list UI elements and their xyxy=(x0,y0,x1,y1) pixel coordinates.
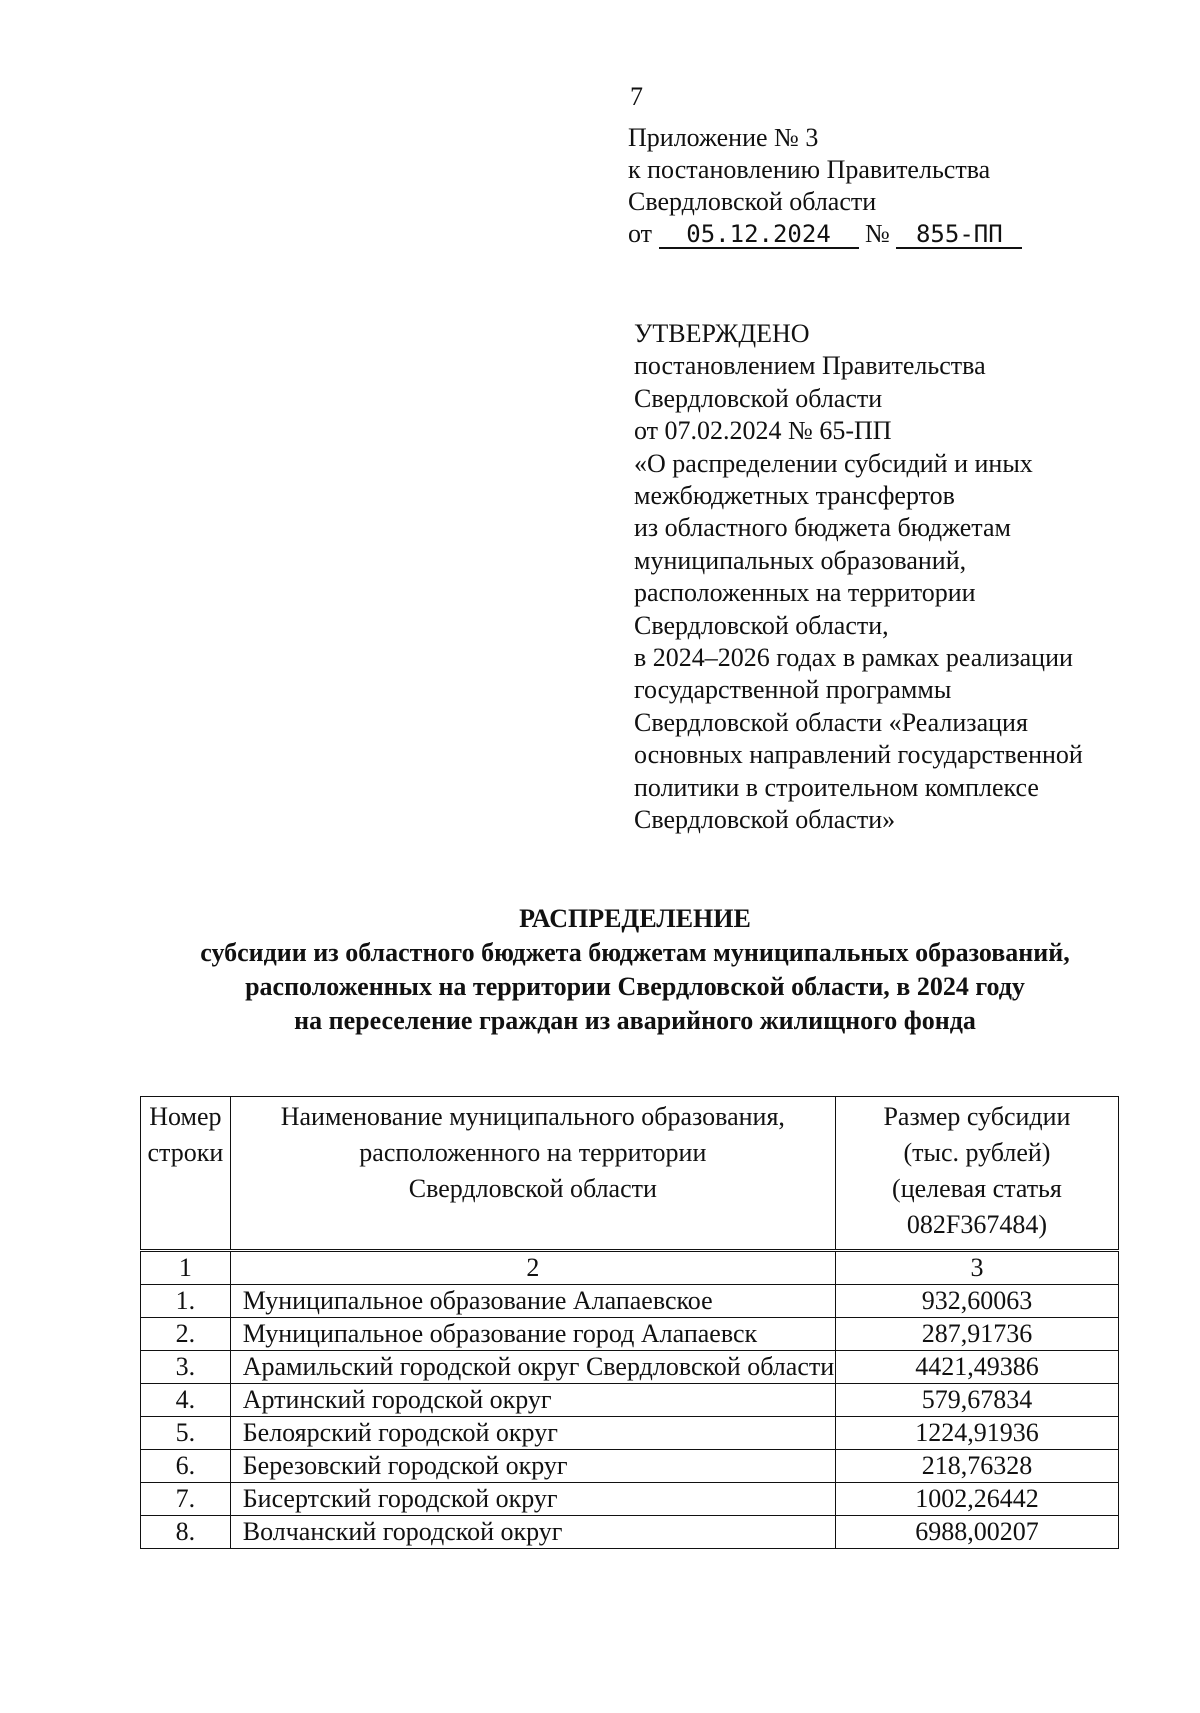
page-number: 7 xyxy=(630,82,643,111)
table-row xyxy=(141,1285,1119,1318)
approved-line: межбюджетных трансфертов xyxy=(634,481,955,511)
subsidy-amount: 579,67834 xyxy=(835,1384,1118,1417)
row-number: 7. xyxy=(141,1483,231,1516)
column-index: 1 xyxy=(141,1251,231,1285)
table-row xyxy=(141,1483,1119,1516)
table-row xyxy=(141,1384,1119,1417)
table-row xyxy=(141,1516,1119,1549)
approved-line: Свердловской области» xyxy=(634,805,896,835)
appendix-line: к постановлению Правительства xyxy=(628,155,991,184)
document-subtitle-line: субсидии из областного бюджета бюджетам муниципальных образований, xyxy=(200,938,1070,967)
table-row xyxy=(141,1450,1119,1483)
table-row xyxy=(141,1318,1119,1351)
row-number: 6. xyxy=(141,1450,231,1483)
approved-line: «О распределении субсидий и иных xyxy=(634,448,1033,478)
approved-line: в 2024–2026 годах в рамках реализации xyxy=(634,643,1073,673)
number-prefix: № xyxy=(865,219,890,248)
subsidy-amount: 4421,49386 xyxy=(835,1351,1118,1384)
approved-line: от 07.02.2024 № 65-ПП xyxy=(634,416,892,446)
document-subtitle-line: расположенных на территории Свердловской области, в 2024 году xyxy=(245,972,1025,1001)
header-text: 082F367484) xyxy=(906,1210,1048,1239)
municipality-name: Артинский городской округ xyxy=(230,1384,835,1417)
header-text: Наименование муниципального образования, xyxy=(280,1102,785,1131)
document-subtitle-line: на переселение граждан из аварийного жилищного фонда xyxy=(294,1006,976,1035)
header-text: (тыс. рублей) xyxy=(903,1138,1051,1167)
row-number: 8. xyxy=(141,1516,231,1549)
appendix-block xyxy=(628,122,1022,250)
municipality-name: Березовский городской округ xyxy=(230,1450,835,1483)
appendix-title: Приложение № 3 xyxy=(628,123,819,152)
row-number: 1. xyxy=(141,1285,231,1318)
column-index-row xyxy=(141,1251,1119,1285)
decree-number: 855-ПП xyxy=(896,221,1022,249)
approved-line: политики в строительном комплексе xyxy=(634,772,1039,802)
header-text: строки xyxy=(147,1138,224,1167)
subsidy-amount: 287,91736 xyxy=(835,1318,1118,1351)
decree-date: 05.12.2024 xyxy=(659,221,859,249)
header-text: Номер xyxy=(149,1102,222,1131)
date-prefix: от xyxy=(628,219,653,248)
table-header-row xyxy=(141,1097,1119,1251)
header-text: (целевая статья xyxy=(892,1174,1062,1203)
header-subsidy-amount xyxy=(835,1097,1118,1251)
subsidy-amount: 1224,91936 xyxy=(835,1417,1118,1450)
approved-line: УТВЕРЖДЕНО xyxy=(634,319,810,348)
header-text: расположенного на территории xyxy=(359,1138,707,1167)
table-row xyxy=(141,1351,1119,1384)
distribution-table xyxy=(140,1096,1119,1549)
subsidy-amount: 6988,00207 xyxy=(835,1516,1118,1549)
approved-line: Свердловской области, xyxy=(634,610,889,640)
approved-line: основных направлений государственной xyxy=(634,740,1083,770)
approved-line: из областного бюджета бюджетам xyxy=(634,513,1011,543)
row-number: 5. xyxy=(141,1417,231,1450)
subsidy-amount: 1002,26442 xyxy=(835,1483,1118,1516)
municipality-name: Волчанский городской округ xyxy=(230,1516,835,1549)
subsidy-amount: 932,60063 xyxy=(835,1285,1118,1318)
approved-line: постановлением Правительства xyxy=(634,351,986,381)
header-text: Размер субсидии xyxy=(883,1102,1071,1131)
subsidy-amount: 218,76328 xyxy=(835,1450,1118,1483)
column-index: 3 xyxy=(835,1251,1118,1285)
approved-line: расположенных на территории xyxy=(634,578,976,608)
approved-line: Свердловской области «Реализация xyxy=(634,707,1028,737)
table-row xyxy=(141,1417,1119,1450)
document-heading xyxy=(60,902,1200,1038)
row-number: 3. xyxy=(141,1351,231,1384)
approved-block xyxy=(634,318,1083,837)
header-text: Свердловской области xyxy=(408,1174,657,1203)
document-title: РАСПРЕДЕЛЕНИЕ xyxy=(519,904,751,933)
row-number: 4. xyxy=(141,1384,231,1417)
appendix-line: Свердловской области xyxy=(628,187,877,216)
row-number: 2. xyxy=(141,1318,231,1351)
approved-line: муниципальных образований, xyxy=(634,545,967,575)
header-row-number xyxy=(141,1097,231,1251)
approved-line: государственной программы xyxy=(634,675,952,705)
approved-line: Свердловской области xyxy=(634,383,883,413)
municipality-name: Бисертский городской округ xyxy=(230,1483,835,1516)
municipality-name: Муниципальное образование Алапаевское xyxy=(230,1285,835,1318)
header-municipality xyxy=(230,1097,835,1251)
municipality-name: Муниципальное образование город Алапаевск xyxy=(230,1318,835,1351)
appendix-date-line xyxy=(628,218,1022,250)
municipality-name: Арамильский городской округ Свердловской области xyxy=(230,1351,835,1384)
column-index: 2 xyxy=(230,1251,835,1285)
municipality-name: Белоярский городской округ xyxy=(230,1417,835,1450)
